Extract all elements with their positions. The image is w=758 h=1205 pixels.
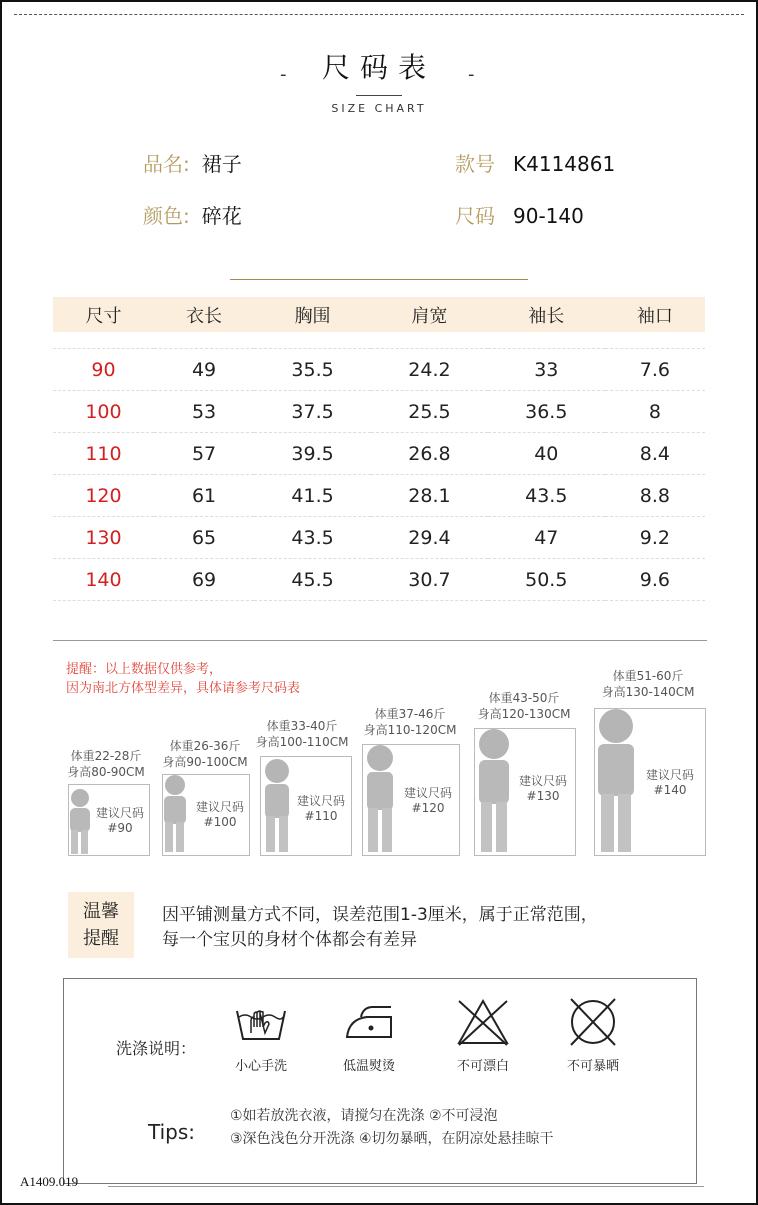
care-item-label: 不可漂白 bbox=[456, 1059, 509, 1074]
tips-label: Tips: bbox=[148, 1120, 196, 1144]
title-underline bbox=[356, 95, 402, 96]
table-cell: 28.1 bbox=[371, 475, 488, 517]
footer-line bbox=[108, 1186, 704, 1187]
table-cell: 69 bbox=[154, 559, 254, 601]
kid-height: 身高120-130CM bbox=[477, 707, 571, 721]
kid-size-110 bbox=[252, 718, 352, 856]
table-cell: 140 bbox=[53, 559, 154, 601]
kid-rec-size: #130 bbox=[526, 789, 560, 803]
table-cell: 30.7 bbox=[371, 559, 488, 601]
kid-rec-size: #140 bbox=[653, 783, 687, 797]
table-cell: 65 bbox=[154, 517, 254, 559]
child-silhouette-icon bbox=[474, 728, 516, 854]
child-silhouette-icon bbox=[260, 758, 296, 854]
table-cell: 130 bbox=[53, 517, 154, 559]
table-cell: 37.5 bbox=[254, 391, 371, 433]
note-line-2: 因为南北方体型差异，具体请参考尺码表 bbox=[66, 681, 301, 696]
kid-weight: 体重22-28斤 bbox=[70, 749, 142, 763]
table-row bbox=[53, 559, 705, 601]
table-cell: 120 bbox=[53, 475, 154, 517]
table-cell: 36.5 bbox=[488, 391, 605, 433]
reminder-badge bbox=[68, 892, 134, 958]
kid-size-140 bbox=[590, 668, 706, 856]
product-code bbox=[455, 148, 615, 177]
care-item-no-bleach bbox=[428, 997, 538, 1074]
top-dashed-line bbox=[14, 14, 744, 15]
product-color-label: 颜色: bbox=[143, 204, 190, 228]
care-item-low-iron bbox=[314, 997, 424, 1074]
care-item-label: 小心手洗 bbox=[234, 1059, 287, 1074]
kid-weight: 体重43-50斤 bbox=[488, 691, 560, 705]
kid-recommend bbox=[92, 806, 148, 836]
reminder-line-2: 每一个宝贝的身材个体都会有差异 bbox=[162, 930, 417, 950]
care-label: 洗涤说明： bbox=[116, 1039, 197, 1058]
kid-recommend bbox=[638, 768, 702, 798]
no-sun-dry-icon bbox=[563, 997, 623, 1047]
product-size bbox=[455, 200, 584, 229]
table-cell: 100 bbox=[53, 391, 154, 433]
table-header: 肩宽 bbox=[371, 297, 488, 332]
kid-size-130 bbox=[472, 690, 576, 856]
product-name bbox=[143, 148, 242, 177]
page-title: 尺码表 bbox=[321, 51, 436, 84]
table-row bbox=[53, 433, 705, 475]
table-cell: 8.4 bbox=[605, 433, 705, 475]
table-cell: 29.4 bbox=[371, 517, 488, 559]
table-row bbox=[53, 517, 705, 559]
kid-height: 身高100-110CM bbox=[255, 735, 349, 749]
kid-height: 身高90-100CM bbox=[162, 755, 248, 769]
kid-weight: 体重26-36斤 bbox=[169, 739, 241, 753]
table-cell: 49 bbox=[154, 349, 254, 391]
no-bleach-icon bbox=[453, 997, 513, 1047]
kid-weight-height bbox=[590, 668, 706, 700]
product-size-label: 尺码 bbox=[455, 204, 495, 228]
kid-recommend bbox=[512, 774, 574, 804]
title-dash-left: - bbox=[280, 64, 287, 85]
table-cell: 47 bbox=[488, 517, 605, 559]
reminder-label-1: 温馨 bbox=[83, 901, 119, 922]
kid-weight: 体重37-46斤 bbox=[374, 707, 446, 721]
size-table bbox=[53, 297, 705, 601]
table-header: 尺寸 bbox=[53, 297, 154, 332]
kid-weight-height bbox=[472, 690, 576, 722]
care-item-label: 低温熨烫 bbox=[342, 1059, 395, 1074]
kid-rec-size: #110 bbox=[304, 809, 338, 823]
product-color-value: 碎花 bbox=[201, 204, 242, 228]
note-line-1: 提醒：以上数据仅供参考， bbox=[66, 662, 223, 677]
kid-weight-height bbox=[360, 706, 460, 738]
table-row bbox=[53, 349, 705, 391]
kid-rec-label: 建议尺码 bbox=[95, 806, 144, 820]
table-cell: 8.8 bbox=[605, 475, 705, 517]
table-cell: 57 bbox=[154, 433, 254, 475]
table-cell: 7.6 bbox=[605, 349, 705, 391]
table-header: 袖长 bbox=[488, 297, 605, 332]
product-code-label: 款号 bbox=[455, 152, 495, 176]
care-item-label: 不可暴晒 bbox=[566, 1059, 619, 1074]
kid-weight-height bbox=[252, 718, 352, 750]
table-cell: 110 bbox=[53, 433, 154, 475]
low-iron-icon bbox=[339, 997, 399, 1047]
table-row bbox=[53, 475, 705, 517]
product-size-value: 90-140 bbox=[513, 204, 584, 228]
table-spacer bbox=[53, 332, 705, 349]
table-cell: 43.5 bbox=[254, 517, 371, 559]
title-dash-right: - bbox=[468, 64, 475, 85]
kid-recommend bbox=[292, 794, 350, 824]
tips-line-1: ①如若放洗衣液，请搅匀在洗涤 ②不可浸泡 bbox=[230, 1108, 498, 1124]
table-cell: 26.8 bbox=[371, 433, 488, 475]
table-cell: 35.5 bbox=[254, 349, 371, 391]
kid-height: 身高110-120CM bbox=[363, 723, 457, 737]
kid-height: 身高130-140CM bbox=[601, 685, 695, 699]
kid-size-90 bbox=[64, 748, 148, 856]
kid-weight: 体重51-60斤 bbox=[612, 669, 684, 683]
kid-rec-label: 建议尺码 bbox=[296, 794, 345, 808]
product-color bbox=[143, 200, 242, 229]
tips-text bbox=[230, 1105, 554, 1151]
hand-wash-icon bbox=[231, 997, 291, 1047]
kid-rec-label: 建议尺码 bbox=[195, 800, 244, 814]
table-cell: 33 bbox=[488, 349, 605, 391]
kid-recommend bbox=[192, 800, 248, 830]
care-item-hand-wash bbox=[206, 997, 316, 1074]
kid-rec-size: #90 bbox=[107, 821, 133, 835]
table-header: 袖口 bbox=[605, 297, 705, 332]
title-row bbox=[0, 46, 758, 86]
section-divider bbox=[53, 640, 707, 641]
child-silhouette-icon bbox=[592, 708, 642, 854]
kid-weight-height bbox=[160, 738, 250, 770]
table-cell: 53 bbox=[154, 391, 254, 433]
table-cell: 90 bbox=[53, 349, 154, 391]
product-name-value: 裙子 bbox=[201, 152, 242, 176]
table-cell: 9.6 bbox=[605, 559, 705, 601]
kid-rec-label: 建议尺码 bbox=[518, 774, 567, 788]
table-cell: 25.5 bbox=[371, 391, 488, 433]
table-cell: 45.5 bbox=[254, 559, 371, 601]
table-cell: 41.5 bbox=[254, 475, 371, 517]
table-cell: 8 bbox=[605, 391, 705, 433]
kid-size-120 bbox=[360, 706, 460, 856]
product-code-footer: A1409.019 bbox=[20, 1174, 79, 1189]
kid-rec-label: 建议尺码 bbox=[645, 768, 694, 782]
table-cell: 50.5 bbox=[488, 559, 605, 601]
care-item-no-sun-dry bbox=[538, 997, 648, 1074]
kid-recommend bbox=[398, 786, 458, 816]
product-name-label: 品名: bbox=[143, 152, 190, 176]
table-cell: 43.5 bbox=[488, 475, 605, 517]
table-header: 衣长 bbox=[154, 297, 254, 332]
tips-line-2: ③深色浅色分开洗涤 ④切勿暴晒，在阴凉处悬挂晾干 bbox=[230, 1131, 554, 1147]
reminder-text bbox=[162, 903, 598, 953]
reminder-label-2: 提醒 bbox=[83, 928, 119, 949]
page-subtitle: SIZE CHART bbox=[331, 102, 427, 115]
kid-rec-size: #120 bbox=[411, 801, 445, 815]
kid-weight-height bbox=[64, 748, 148, 780]
table-cell: 39.5 bbox=[254, 433, 371, 475]
table-header-row bbox=[53, 297, 705, 332]
child-silhouette-icon bbox=[160, 774, 192, 854]
table-cell: 40 bbox=[488, 433, 605, 475]
kid-rec-label: 建议尺码 bbox=[403, 786, 452, 800]
kid-rec-size: #100 bbox=[203, 815, 237, 829]
table-cell: 61 bbox=[154, 475, 254, 517]
kid-height: 身高80-90CM bbox=[67, 765, 145, 779]
table-cell: 9.2 bbox=[605, 517, 705, 559]
table-row bbox=[53, 391, 705, 433]
kid-size-100 bbox=[160, 738, 250, 856]
kid-weight: 体重33-40斤 bbox=[266, 719, 338, 733]
table-header: 胸围 bbox=[254, 297, 371, 332]
gold-divider bbox=[230, 279, 528, 280]
child-silhouette-icon bbox=[362, 744, 400, 854]
reminder-line-1: 因平铺测量方式不同，误差范围1-3厘米，属于正常范围， bbox=[162, 905, 598, 925]
care-instructions-box bbox=[63, 978, 697, 1184]
product-code-value: K4114861 bbox=[513, 152, 616, 176]
table-cell: 24.2 bbox=[371, 349, 488, 391]
